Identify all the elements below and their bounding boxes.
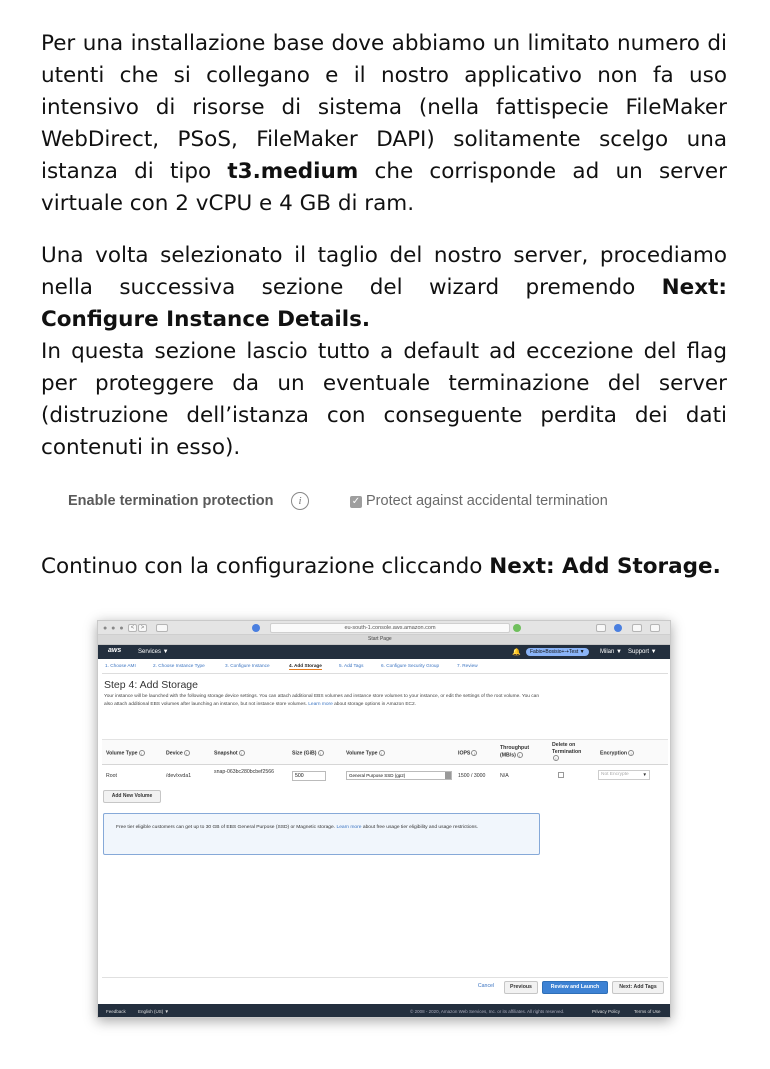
table-header [102,739,668,765]
feedback-link[interactable]: Feedback [106,1009,126,1014]
termination-checkbox[interactable]: ✓ [351,496,361,507]
privacy-link[interactable]: Privacy Policy [592,1009,621,1014]
volume-type-select[interactable]: General Purpose SSD (gp2) [346,771,452,780]
step-choose-ami[interactable]: 1. Choose AMI [105,663,136,668]
add-storage-bold: Next: Add Storage. [489,554,721,579]
cancel-button[interactable]: Cancel [477,983,495,989]
cell-snapshot: snap-063bc280bcbef2566 [214,769,274,775]
next-add-tags-button[interactable]: Next: Add Tags [612,981,664,994]
paragraph-configure-details [41,240,727,464]
review-and-launch-button[interactable]: Review and Launch [542,981,608,994]
th-throughput: Throughput (MB/s) i [500,745,530,758]
next-step-bold: Next: Configure Instance Details. [41,275,727,332]
paragraph-text: Una volta selezionato il taglio del nostro server, procediamo nella successiva sezione del wizard premendo [41,243,727,300]
divider [102,977,668,978]
info-icon[interactable]: i [291,492,309,510]
termination-protection-row [68,490,668,514]
toolbar-icon[interactable] [596,624,606,632]
aws-logo[interactable]: aws [108,647,122,654]
step-title: Step 4: Add Storage [104,679,198,691]
browser-toolbar [98,621,671,635]
step-security-group[interactable]: 6. Configure Security Group [381,663,440,668]
step-configure-instance[interactable]: 3. Configure Instance [225,663,270,668]
step-add-tags[interactable]: 5. Add Tags [339,663,364,668]
account-menu[interactable]: Fabio+Bosisio+-+Test ▼ [526,648,589,656]
support-menu[interactable]: Support ▼ [628,649,657,655]
cell-iops: 1500 / 3000 [458,773,486,779]
forward-icon[interactable]: > [138,624,147,632]
account-icon[interactable] [614,624,622,632]
services-menu[interactable]: Services ▼ [138,649,169,655]
th-snapshot: Snapshot i [214,750,245,757]
previous-button[interactable]: Previous [504,981,538,994]
th-iops: IOPS i [458,750,477,757]
encryption-select[interactable]: Not Encrypte ▼ [598,770,650,780]
bell-icon[interactable]: 🔔 [512,649,521,656]
free-tier-end: about free usage tier eligibility and usage restrictions. [362,825,479,830]
th-delete: Delete on Termination i [552,742,582,761]
divider [102,673,668,674]
termination-checkbox-label: Protect against accidental termination [366,493,608,509]
size-input[interactable]: 500 [292,771,326,781]
aws-add-storage-screenshot [97,620,671,1018]
step-desc-text: Your instance will be launched with the following storage device settings. You can attach additional EBS volumes and instance store volumes to your instance, or edit the settings of the root volume. You can also attach additional EBS volumes after launching an instance, but not instance store volumes. [104,694,540,707]
aws-top-nav [98,645,671,659]
step-review[interactable]: 7. Review [457,663,478,668]
free-tier-learn-more-link[interactable]: Learn more [336,825,362,830]
table-row [102,767,668,789]
back-icon[interactable]: < [128,624,137,632]
cell-device: /dev/xvda1 [166,773,192,779]
th-encryption: Encryption i [600,750,634,757]
paragraph-text: Continuo con la configurazione cliccando [41,554,490,579]
window-controls: ● ● ● [103,625,125,632]
learn-more-link[interactable]: Learn more [308,701,333,707]
paragraph-add-storage [41,551,727,583]
cell-throughput: N/A [500,773,509,779]
free-tier-text: Free tier eligible customers can get up to 30 GB of EBS General Purpose (SSD) or Magnetic storage. [116,825,336,830]
sidebar-icon[interactable] [156,624,168,632]
terms-link[interactable]: Terms of Use [634,1009,661,1014]
copyright: © 2008 - 2020, Amazon Web Services, Inc. or its affiliates. All rights reserved. [410,1009,565,1014]
language-menu[interactable]: English (US) ▼ [138,1009,169,1014]
shield-icon [252,624,260,632]
th-size: Size (GiB) i [292,750,324,757]
tabs-icon[interactable] [650,624,660,632]
step-instance-type[interactable]: 2. Choose Instance Type [153,663,205,668]
extension-icon [513,624,521,632]
tab-title[interactable]: Start Page [368,636,392,642]
termination-label: Enable termination protection [68,493,274,509]
th-device: Device i [166,750,190,757]
aws-footer [98,1004,671,1018]
share-icon[interactable] [632,624,642,632]
paragraph-text: Per una installazione base dove abbiamo un limitato numero di utenti che si collegano e il nostro applicativo non fa uso intensivo di risorse di sistema (nella fattispecie FileMaker WebDirect, PSoS, FileMaker DAPI) solitamente scelgo una istanza di tipo [41,31,727,184]
region-menu[interactable]: Milan ▼ [600,649,622,655]
tab-strip [98,635,671,645]
step-desc-end: about storage options in Amazon EC2. [334,701,417,707]
th-vol-type: Volume Type i [346,750,385,757]
cell-volume-type: Root [106,773,117,779]
delete-on-termination-checkbox[interactable] [558,772,564,778]
paragraph-instance-choice [41,28,727,220]
th-volume-type: Volume Type i [106,750,145,757]
paragraph-text: In questa sezione lascio tutto a default ad eccezione del flag per proteggere da un eventuale terminazione del server (distruzione dell’istanza con conseguente perdita dei dati contenuti in esso). [41,339,727,460]
add-new-volume-button[interactable]: Add New Volume [103,790,161,803]
step-description [104,693,544,708]
instance-type-bold: t3.medium [227,159,359,184]
address-bar[interactable]: eu-south-1.console.aws.amazon.com [270,623,510,633]
step-add-storage[interactable]: 4. Add Storage [289,663,322,668]
paragraph-text: che corrisponde ad un server virtuale con 2 vCPU e 4 GB di ram. [41,159,728,216]
free-tier-notice [103,813,540,855]
